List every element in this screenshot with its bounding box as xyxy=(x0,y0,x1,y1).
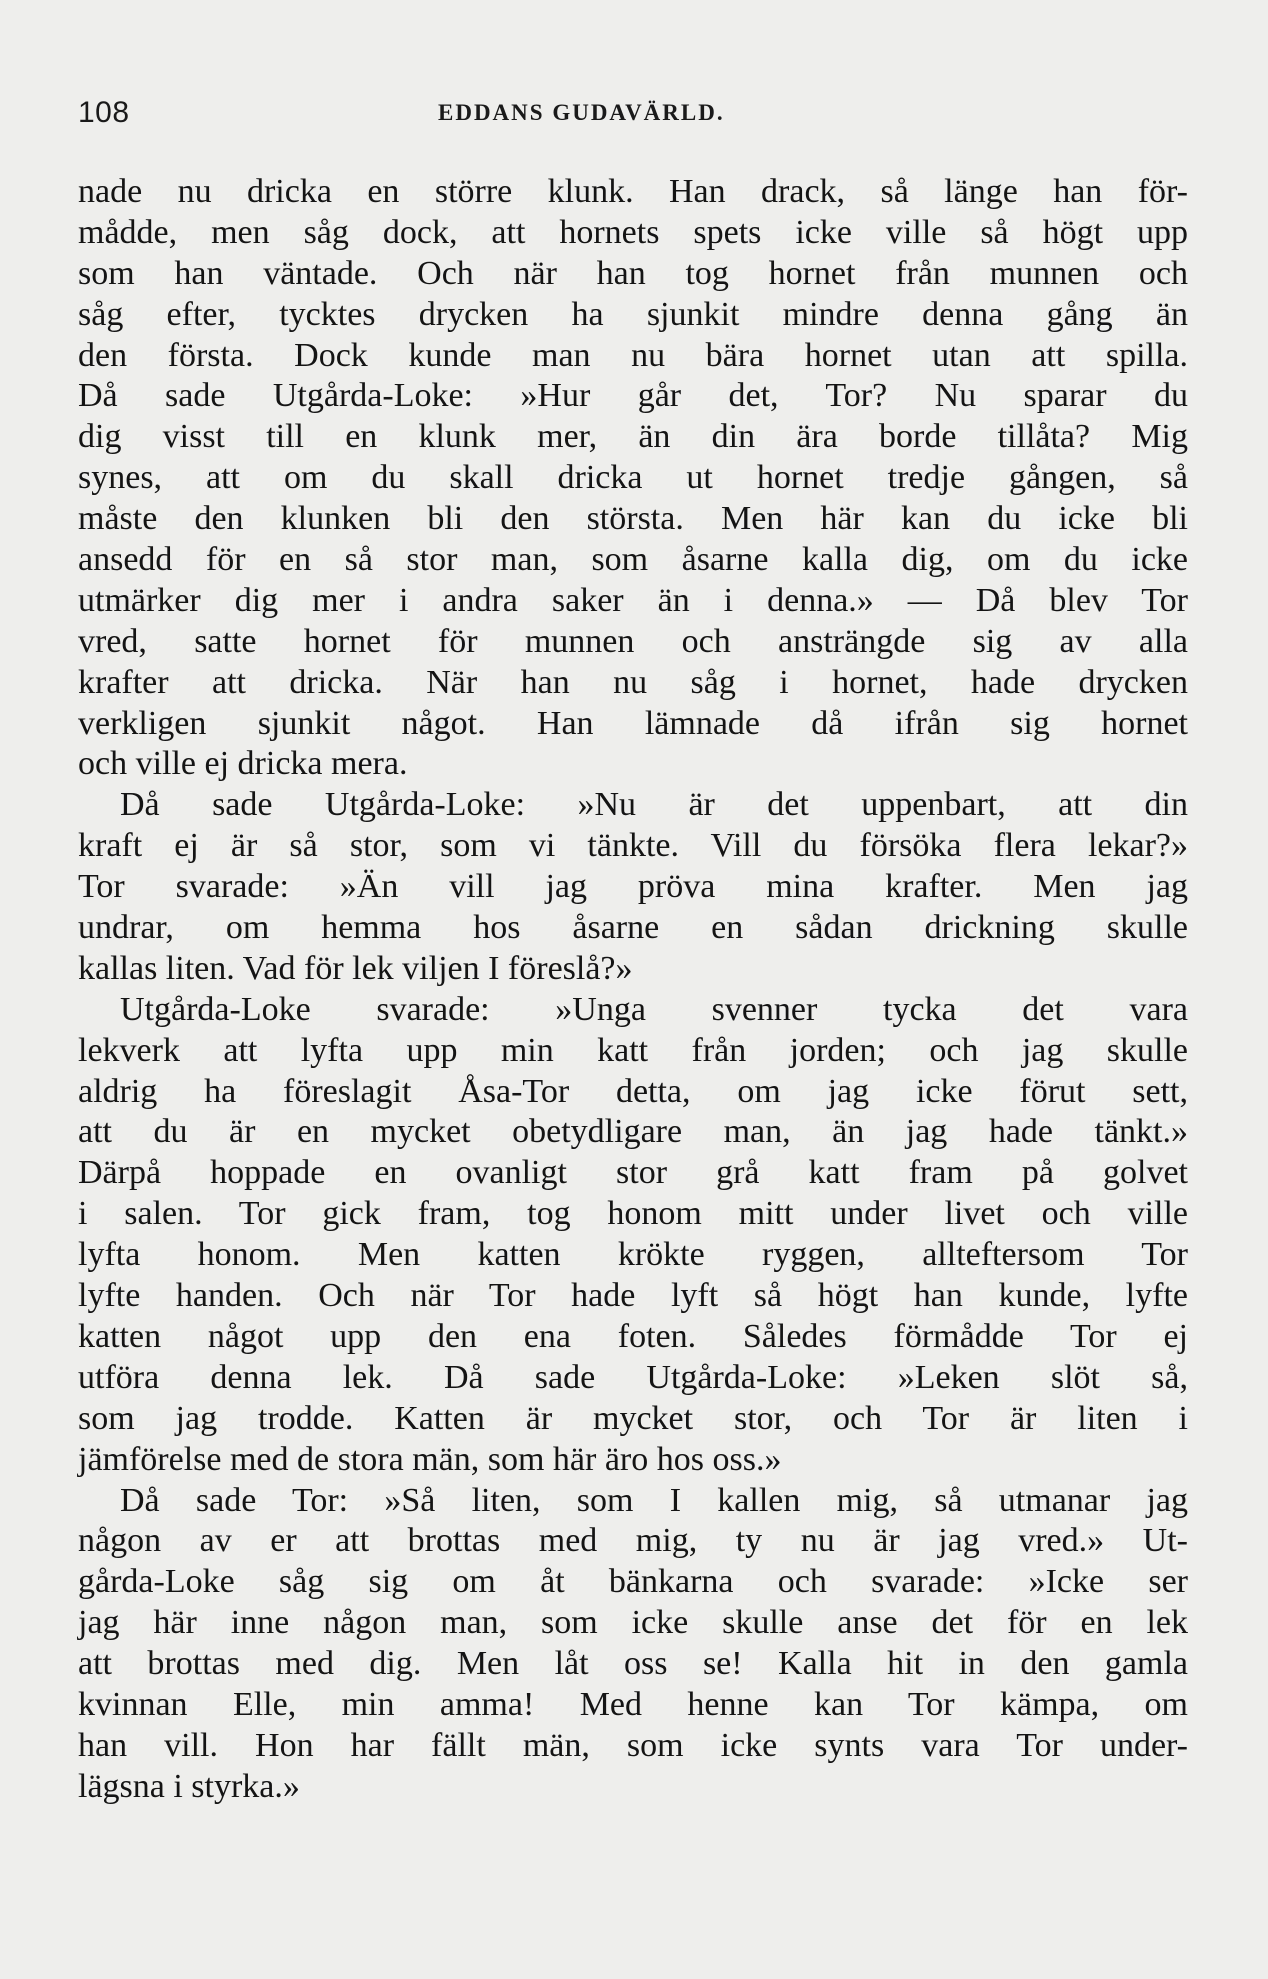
text-line: att du är en mycket obetydligare man, än jag hade tänkt.» xyxy=(78,1113,1188,1151)
body-text xyxy=(78,172,1188,1808)
text-line: utmärker dig mer i andra saker än i denna.» — Då blev Tor xyxy=(78,581,1188,619)
text-line: någon av er att brottas med mig, ty nu är jag vred.» Ut- xyxy=(78,1522,1188,1560)
text-line: katten något upp den ena foten. Således förmådde Tor ej xyxy=(78,1317,1188,1355)
text-line: Tor svarade: »Än vill jag pröva mina krafter. Men jag xyxy=(78,868,1188,906)
text-line: kallas liten. Vad för lek viljen I föreslå?» xyxy=(78,949,633,987)
text-line: jag här inne någon man, som icke skulle anse det för en lek xyxy=(78,1604,1188,1642)
text-line: Då sade Utgårda-Loke: »Nu är det uppenbart, att din xyxy=(120,786,1188,824)
text-line: jämförelse med de stora män, som här äro hos oss.» xyxy=(78,1440,782,1478)
text-line: lekverk att lyfta upp min katt från jorden; och jag skulle xyxy=(78,1031,1188,1069)
text-line: nade nu dricka en större klunk. Han drack, så länge han för- xyxy=(78,173,1188,210)
text-line: kvinnan Elle, min amma! Med henne kan Tor kämpa, om xyxy=(78,1685,1188,1723)
text-line: vred, satte hornet för munnen och ansträngde sig av alla xyxy=(78,622,1188,660)
text-line: lägsna i styrka.» xyxy=(78,1767,300,1805)
text-line: kraft ej är så stor, som vi tänkte. Vill du försöka flera lekar?» xyxy=(78,827,1188,865)
text-line: lyfte handen. Och när Tor hade lyft så högt han kunde, lyfte xyxy=(78,1277,1188,1315)
text-line: aldrig ha föreslagit Åsa-Tor detta, om jag icke förut sett, xyxy=(78,1072,1188,1110)
text-line: mådde, men såg dock, att hornets spets icke ville så högt upp xyxy=(78,213,1188,251)
running-head: EDDANS GUDAVÄRLD. xyxy=(438,100,725,125)
text-line: synes, att om du skall dricka ut hornet tredje gången, så xyxy=(78,459,1188,497)
text-line: måste den klunken bli den största. Men här kan du icke bli xyxy=(78,500,1188,538)
text-line: gårda-Loke såg sig om åt bänkarna och svarade: »Icke ser xyxy=(78,1563,1188,1601)
text-line: ansedd för en så stor man, som åsarne kalla dig, om du icke xyxy=(78,541,1188,579)
text-line: att brottas med dig. Men låt oss se! Kalla hit in den gamla xyxy=(78,1645,1188,1683)
page-header xyxy=(78,96,1188,136)
text-line: såg efter, tycktes drycken ha sjunkit mindre denna gång än xyxy=(78,295,1188,333)
text-line: verkligen sjunkit något. Han lämnade då ifrån sig hornet xyxy=(78,704,1188,742)
text-line: Då sade Tor: »Så liten, som I kallen mig, så utmanar jag xyxy=(120,1481,1188,1519)
text-line: Därpå hoppade en ovanligt stor grå katt fram på golvet xyxy=(78,1154,1188,1192)
text-line: han vill. Hon har fällt män, som icke synts vara Tor under- xyxy=(78,1726,1188,1764)
text-line: i salen. Tor gick fram, tog honom mitt under livet och ville xyxy=(78,1195,1188,1233)
text-line: den första. Dock kunde man nu bära hornet utan att spilla. xyxy=(78,336,1188,374)
text-line: krafter att dricka. När han nu såg i hornet, hade drycken xyxy=(78,663,1188,701)
text-line: utföra denna lek. Då sade Utgårda-Loke: »Leken slöt så, xyxy=(78,1358,1188,1396)
text-line: undrar, om hemma hos åsarne en sådan drickning skulle xyxy=(78,909,1188,947)
page-number: 108 xyxy=(78,96,130,129)
text-line: lyfta honom. Men katten krökte ryggen, allteftersom Tor xyxy=(78,1236,1188,1274)
text-line: dig visst till en klunk mer, än din ära borde tillåta? Mig xyxy=(78,418,1188,456)
text-line: som jag trodde. Katten är mycket stor, och Tor är liten i xyxy=(78,1399,1188,1437)
text-line: och ville ej dricka mera. xyxy=(78,745,408,783)
text-line: Då sade Utgårda-Loke: »Hur går det, Tor? Nu sparar du xyxy=(78,377,1188,415)
text-line: Utgårda-Loke svarade: »Unga svenner tycka det vara xyxy=(120,990,1188,1028)
text-line: som han väntade. Och när han tog hornet från munnen och xyxy=(78,254,1188,292)
